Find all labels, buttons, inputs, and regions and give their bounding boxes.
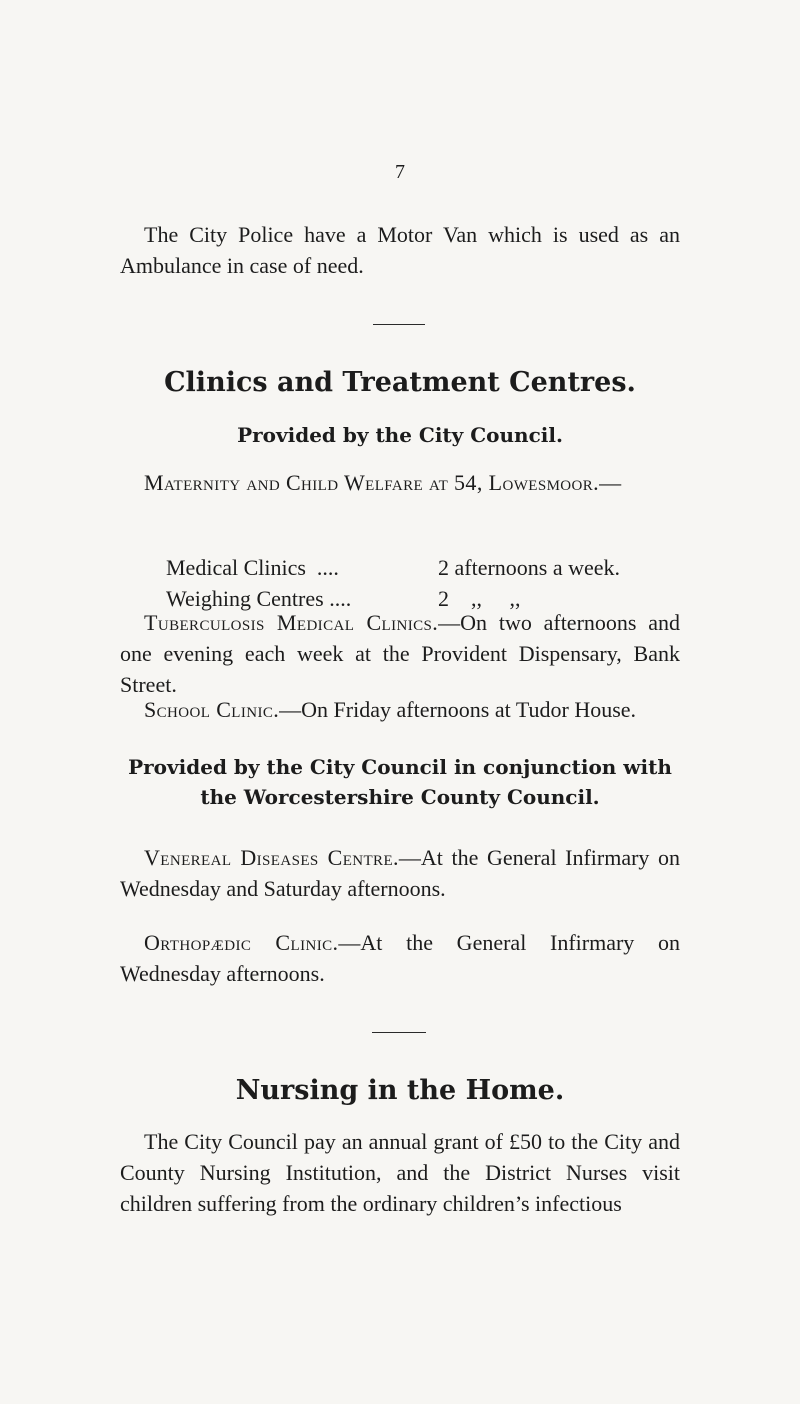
section-title-clinics: Clinics and Treatment Centres. (164, 367, 636, 398)
venereal-heading: Venereal Diseases Centre. (144, 845, 399, 870)
tuberculosis-text: —On two afternoons and one evening each week at the Provident Dispensary, Bank Street. (120, 610, 680, 697)
tuberculosis-heading: Tuberculosis Medical Clinics. (144, 610, 439, 635)
subtitle-joint-council: Provided by the City Council in conjunction with the Worcestershire County Council. (128, 755, 672, 809)
orthopaedic-text: —At the General Infirmary on Wednesday afternoons. (120, 930, 680, 986)
intro-paragraph: The City Police have a Motor Van which is used as an Ambulance in case of need. (120, 222, 680, 278)
section-divider-rule (373, 324, 425, 325)
venereal-paragraph (120, 842, 680, 904)
schedule-label: Weighing Centres .... (166, 586, 352, 611)
nursing-paragraph-block (120, 1126, 680, 1219)
page-number: 7 (395, 161, 405, 183)
schedule-label: Medical Clinics .... (166, 555, 339, 580)
schedule-value: 2 ,, ,, (438, 586, 521, 611)
maternity-heading-block (120, 467, 680, 498)
school-clinic-paragraph (120, 694, 680, 725)
orthopaedic-heading: Orthopædic Clinic. (144, 930, 339, 955)
intro-paragraph-block (120, 219, 680, 281)
venereal-text: —At the General Infirmary on Wednesday and Saturday afternoons. (120, 845, 680, 901)
orthopaedic-paragraph (120, 927, 680, 989)
subtitle-city-council: Provided by the City Council. (237, 423, 563, 447)
nursing-paragraph: The City Council pay an annual grant of £50 to the City and County Nursing Institution, and the District Nurses visit children suffering from the ordinary children’s infectious (120, 1129, 680, 1216)
section-divider-rule (372, 1032, 426, 1033)
school-clinic-text: —On Friday afternoons at Tudor House. (279, 697, 637, 722)
school-clinic-heading: School Clinic. (144, 697, 280, 722)
maternity-heading: Maternity and Child Welfare at 54, Lowesmoor.— (144, 470, 622, 495)
tuberculosis-paragraph (120, 607, 680, 700)
schedule-value: 2 afternoons a week. (438, 555, 621, 580)
section-title-nursing: Nursing in the Home. (235, 1075, 565, 1106)
